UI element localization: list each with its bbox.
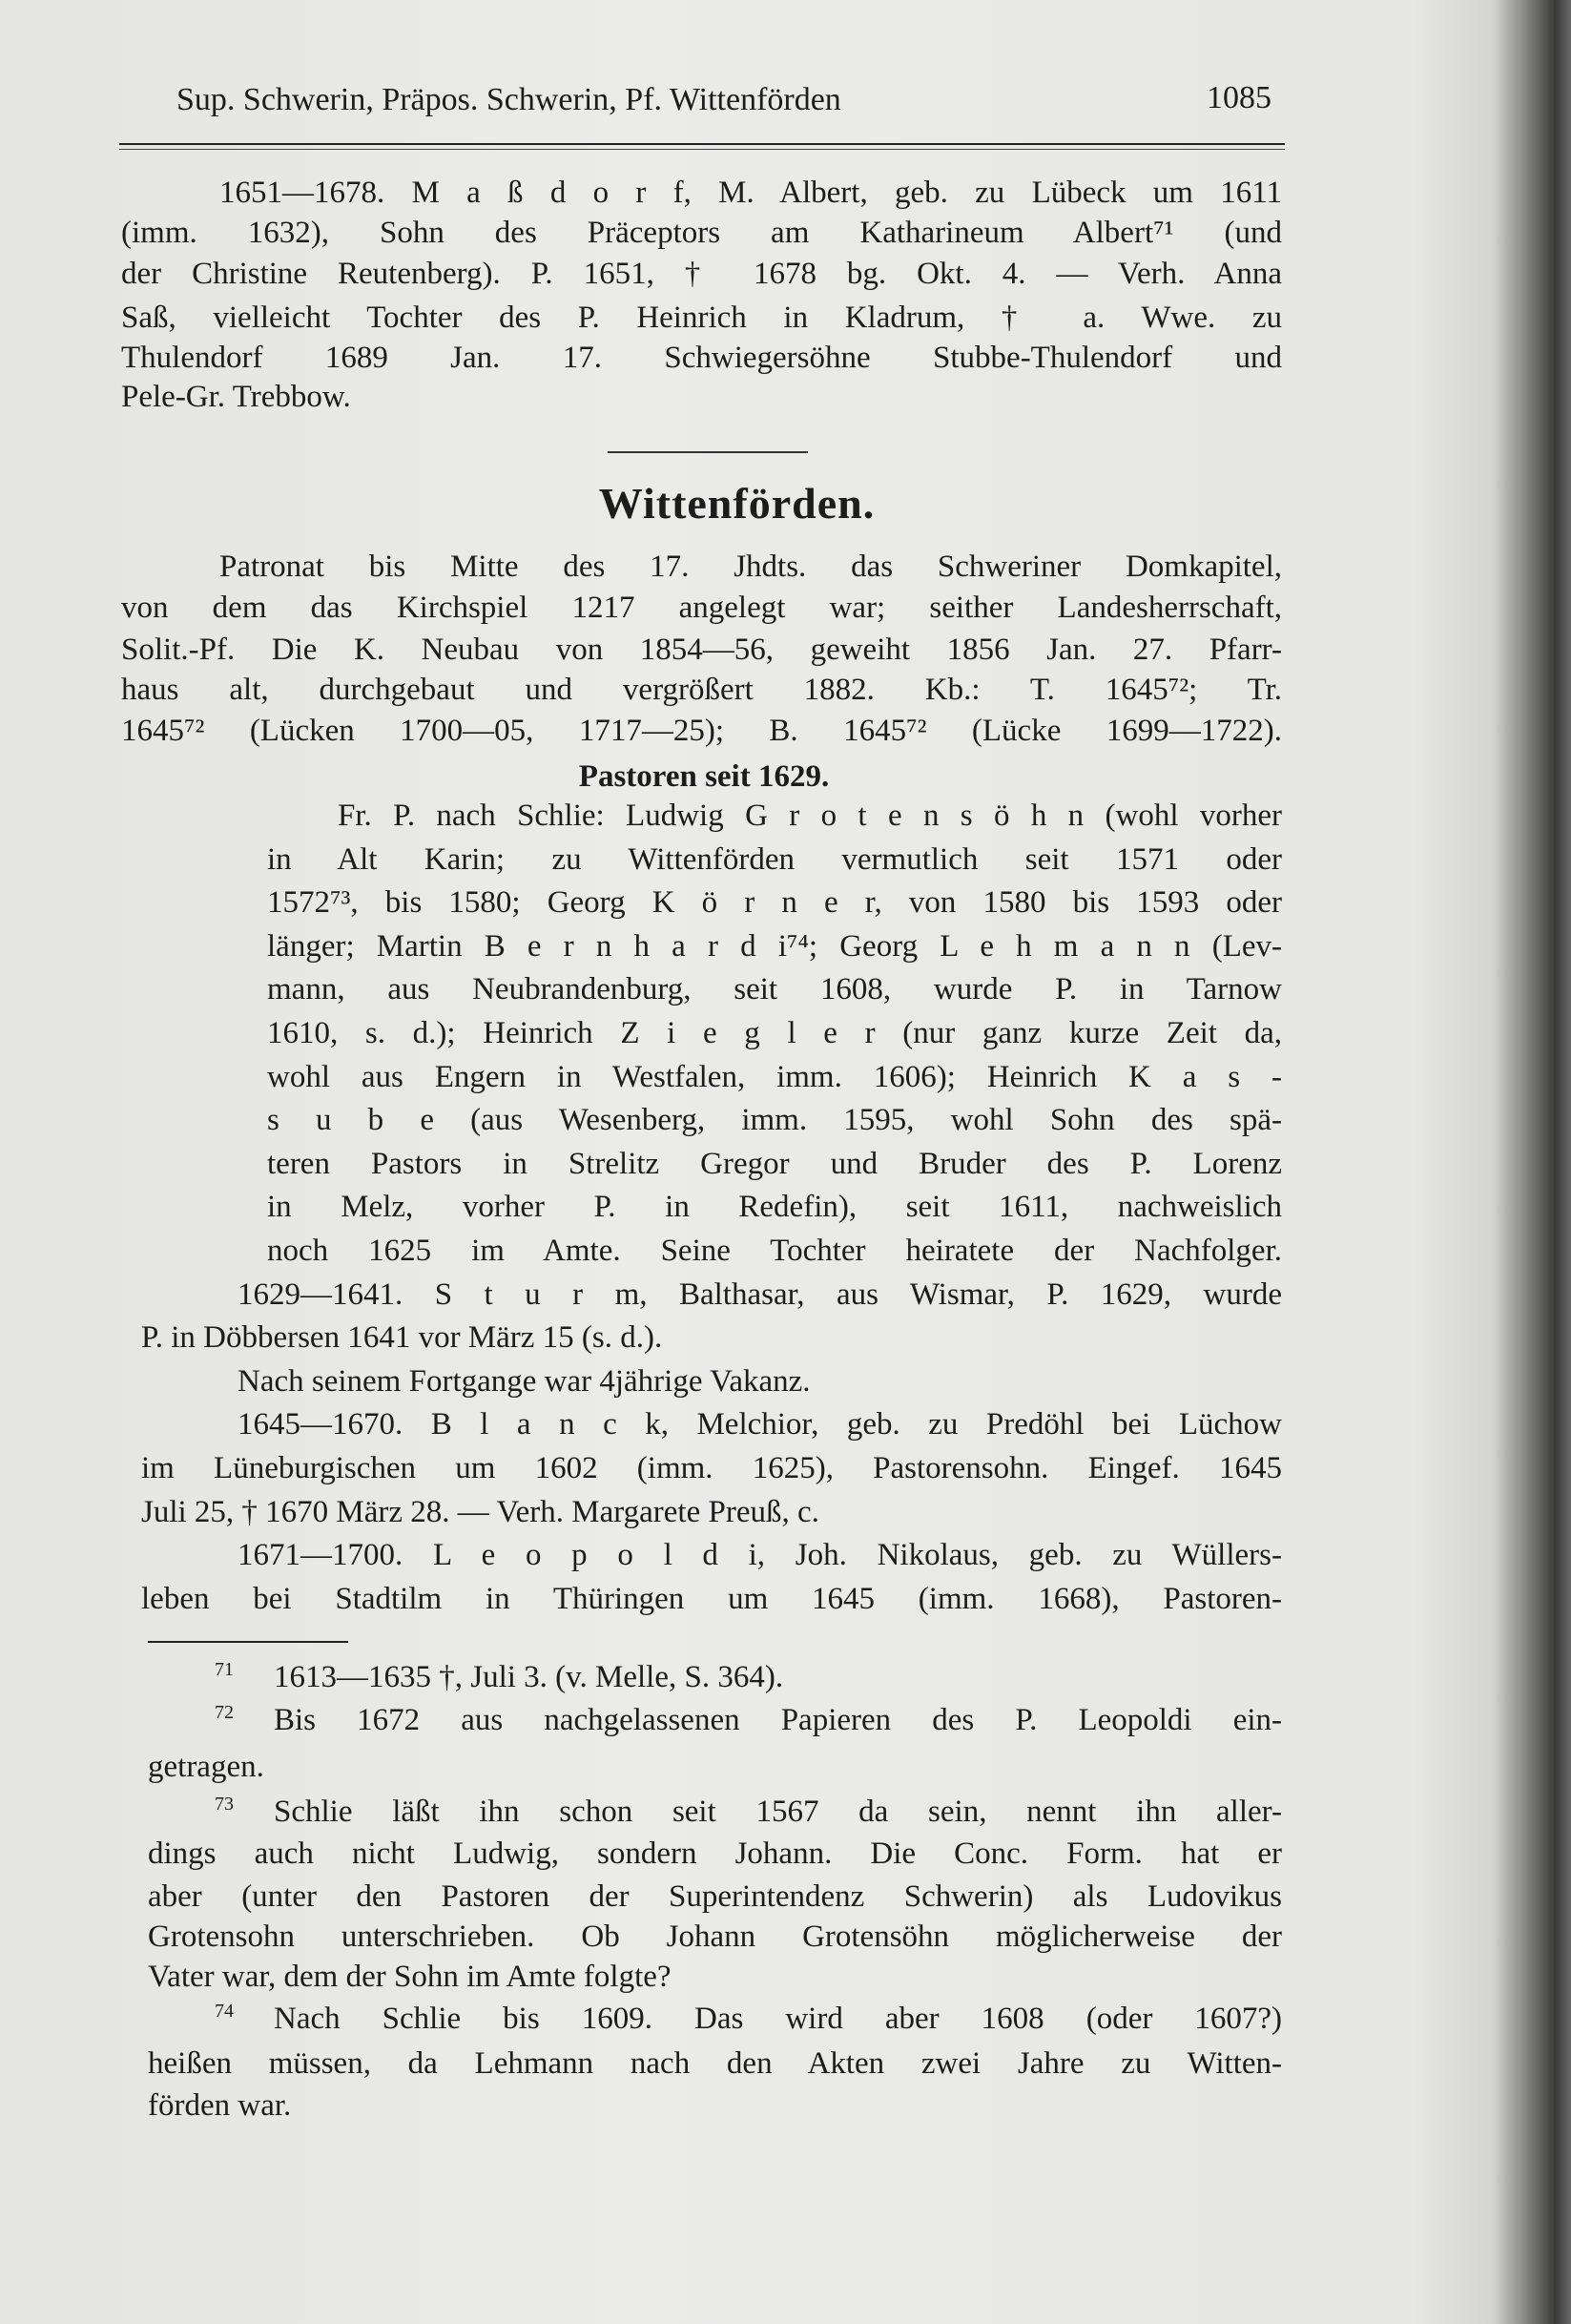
- footnote-line: 1613—1635 †, Juli 3. (v. Melle, S. 364).: [274, 1660, 784, 1694]
- pastor-line: P. in Döbbersen 1641 vor März 15 (s. d.).: [141, 1320, 663, 1355]
- subheading: Pastoren seit 1629.: [578, 759, 830, 794]
- section-separator: [608, 451, 808, 453]
- footnote-line: heißen müssen, da Lehmann nach den Akten zwei Jahre zu Witten-: [148, 2046, 1282, 2081]
- pastor-line: im Lüneburgischen um 1602 (imm. 1625), Pastorensohn. Eingef. 1645: [141, 1451, 1282, 1485]
- pastor-line: 1645—1670. B l a n c k, Melchior, geb. zu Predöhl bei Lüchow: [238, 1407, 1282, 1442]
- footnote-number: 71: [215, 1659, 234, 1680]
- page-number: 1085: [1207, 80, 1271, 115]
- text-line: Saß, vielleicht Tochter des P. Heinrich in Kladrum, † a. Wwe. zu: [121, 301, 1282, 335]
- footnote-number: 74: [215, 2001, 234, 2022]
- footnote-rule: [148, 1641, 348, 1643]
- footnote-line: Schlie läßt ihn schon seit 1567 da sein, nennt ihn aller-: [274, 1795, 1282, 1829]
- footnote-line: Bis 1672 aus nachgelassenen Papieren des P. Leopoldi ein-: [274, 1703, 1282, 1737]
- footnote-number: 72: [215, 1702, 234, 1723]
- text-line: Solit.-Pf. Die K. Neubau von 1854—56, geweiht 1856 Jan. 27. Pfarr-: [121, 633, 1282, 667]
- pastor-line: 1610, s. d.); Heinrich Z i e g l e r (nur ganz kurze Zeit da,: [267, 1016, 1282, 1050]
- pastor-line: in Melz, vorher P. in Redefin), seit 1611, nachweislich: [267, 1190, 1282, 1224]
- text-line: haus alt, durchgebaut und vergrößert 1882. Kb.: T. 1645⁷²; Tr.: [121, 673, 1282, 707]
- text-line: von dem das Kirchspiel 1217 angelegt war; seither Landesherrschaft,: [121, 591, 1282, 625]
- footnote-line: aber (unter den Pastoren der Superintendenz Schwerin) als Ludovikus: [148, 1879, 1282, 1914]
- pastor-line: 1629—1641. S t u r m, Balthasar, aus Wismar, P. 1629, wurde: [238, 1277, 1282, 1312]
- pastor-line: teren Pastors in Strelitz Gregor und Bruder des P. Lorenz: [267, 1147, 1282, 1181]
- pastor-line: mann, aus Neubrandenburg, seit 1608, wurde P. in Tarnow: [267, 972, 1282, 1006]
- text-line: Thulendorf 1689 Jan. 17. Schwiegersöhne Stubbe-Thulendorf und: [121, 341, 1282, 375]
- text-line: Patronat bis Mitte des 17. Jhdts. das Schweriner Domkapitel,: [219, 550, 1282, 584]
- footnote-line: Vater war, dem der Sohn im Amte folgte?: [148, 1960, 672, 1994]
- footnote-line: Grotensohn unterschrieben. Ob Johann Grotensöhn möglicherweise der: [148, 1919, 1282, 1954]
- footnote-number: 73: [215, 1794, 234, 1815]
- pastor-line: 1572⁷³, bis 1580; Georg K ö r n e r, von 1580 bis 1593 oder: [267, 885, 1282, 920]
- text-line: Pele-Gr. Trebbow.: [121, 380, 351, 414]
- running-header: Sup. Schwerin, Präpos. Schwerin, Pf. Wittenförden: [176, 82, 841, 117]
- pastor-line: länger; Martin B e r n h a r d i⁷⁴; Georg L e h m a n n (Lev-: [267, 929, 1282, 964]
- pastor-line: Nach seinem Fortgange war 4jährige Vakanz.: [238, 1364, 811, 1399]
- pastor-line: s u b e (aus Wesenberg, imm. 1595, wohl Sohn des spä-: [267, 1103, 1282, 1137]
- header-rule-thin: [119, 149, 1285, 150]
- section-title: Wittenförden.: [598, 479, 876, 528]
- pastor-line: Juli 25, † 1670 März 28. — Verh. Margarete Preuß, c.: [141, 1495, 819, 1529]
- pastor-line: Fr. P. nach Schlie: Ludwig G r o t e n s ö h n (wohl vorher: [338, 799, 1282, 833]
- pastor-line: wohl aus Engern in Westfalen, imm. 1606); Heinrich K a s -: [267, 1060, 1282, 1094]
- text-line: 1645⁷² (Lücken 1700—05, 1717—25); B. 1645⁷² (Lücke 1699—1722).: [121, 714, 1282, 748]
- text-line: (imm. 1632), Sohn des Präceptors am Katharineum Albert⁷¹ (und: [121, 216, 1282, 250]
- pastor-line: in Alt Karin; zu Wittenförden vermutlich seit 1571 oder: [267, 842, 1282, 877]
- footnote-line: förden war.: [148, 2088, 292, 2123]
- pastor-line: 1671—1700. L e o p o l d i, Joh. Nikolaus, geb. zu Wüllers-: [238, 1538, 1282, 1572]
- text-line: der Christine Reutenberg). P. 1651, † 1678 bg. Okt. 4. — Verh. Anna: [121, 257, 1282, 291]
- header-rule: [119, 143, 1285, 145]
- pastor-line: leben bei Stadtilm in Thüringen um 1645 (imm. 1668), Pastoren-: [141, 1582, 1282, 1616]
- footnote-line: Nach Schlie bis 1609. Das wird aber 1608 (oder 1607?): [274, 2002, 1282, 2036]
- footnote-line: getragen.: [148, 1750, 264, 1784]
- text-line: 1651—1678. M a ß d o r f, M. Albert, geb. zu Lübeck um 1611: [219, 176, 1282, 210]
- footnote-line: dings auch nicht Ludwig, sondern Johann. Die Conc. Form. hat er: [148, 1836, 1282, 1871]
- pastor-line: noch 1625 im Amte. Seine Tochter heiratete der Nachfolger.: [267, 1234, 1282, 1268]
